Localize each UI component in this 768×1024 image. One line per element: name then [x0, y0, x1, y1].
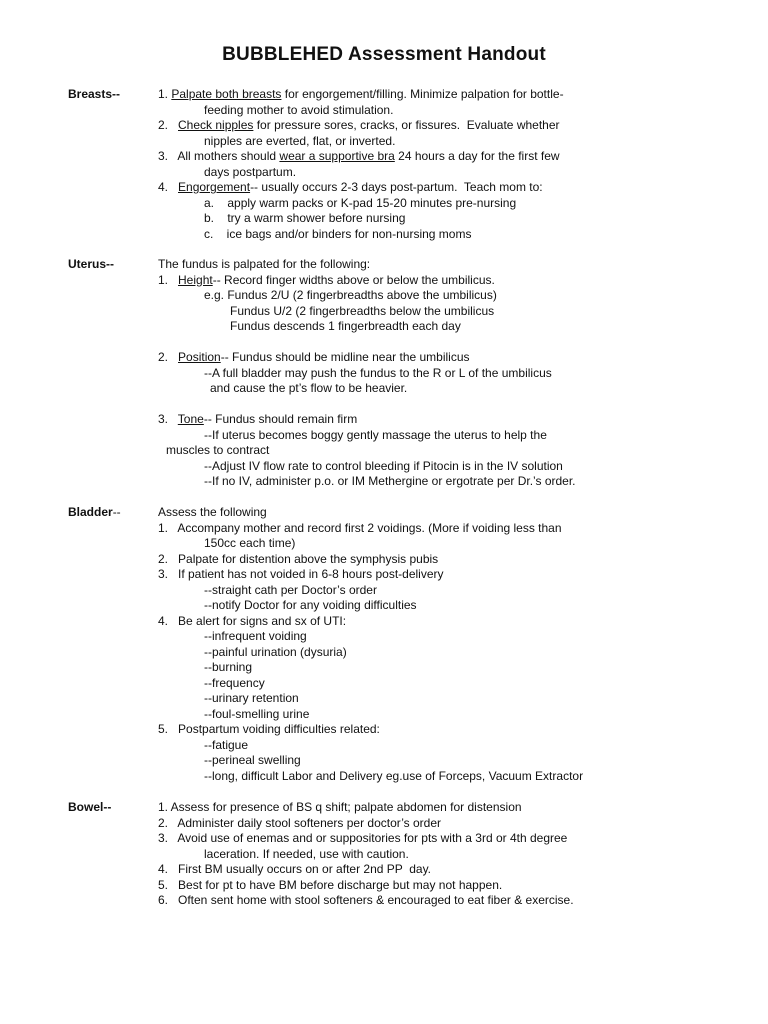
text-line — [158, 753, 748, 769]
text-line — [158, 149, 748, 165]
text-line — [158, 428, 748, 444]
text-line — [158, 304, 748, 320]
text-line — [158, 614, 748, 630]
section-label-name: Uterus — [68, 257, 107, 271]
line-text: 1. Assess for presence of BS q shift; palpate abdomen for distension — [158, 800, 522, 814]
underlined-term: Height — [178, 272, 213, 287]
line-text: 3. All mothers should — [158, 149, 280, 163]
line-text: --perineal swelling — [204, 753, 301, 767]
section-label-suffix: -- — [112, 87, 121, 101]
line-text: 4. — [158, 180, 179, 194]
line-text: a. apply warm packs or K-pad 15-20 minutes pre-nursing — [204, 195, 517, 210]
line-text: 24 hours a day for the first few — [394, 149, 560, 163]
text-line — [158, 180, 748, 196]
text-line — [158, 412, 748, 428]
text-line — [158, 211, 748, 227]
underlined-term: Palpate both breasts — [171, 87, 282, 101]
text-line — [158, 583, 748, 599]
text-line — [158, 893, 748, 909]
text-line — [158, 227, 748, 243]
blank-line — [158, 335, 748, 351]
text-line — [158, 722, 748, 738]
line-text: Fundus descends 1 fingerbreadth each day — [230, 319, 461, 333]
line-text: 1. Accompany mother and record first 2 voidings. (More if voiding less than — [158, 520, 562, 535]
text-line — [158, 273, 748, 289]
line-text: --foul-smelling urine — [204, 706, 310, 721]
section-label — [68, 257, 114, 273]
line-text: --long, difficult Labor and Delivery eg.use of Forceps, Vacuum Extractor — [204, 768, 584, 783]
underlined-term: Engorgement — [178, 180, 251, 194]
line-text: c. ice bags and/or binders for non-nursing moms — [204, 226, 472, 241]
text-line — [158, 521, 748, 537]
line-text: --If uterus becomes boggy gently massage the uterus to help the — [204, 427, 547, 442]
line-text: 2. Palpate for distention above the symphysis pubis — [158, 551, 439, 566]
text-line — [158, 769, 748, 785]
text-line — [158, 443, 748, 459]
line-text: for pressure sores, cracks, or fissures. Evaluate whether — [253, 118, 560, 132]
text-line — [158, 660, 748, 676]
section-body — [158, 505, 748, 784]
text-line — [158, 257, 748, 273]
text-line — [158, 800, 748, 816]
text-line — [158, 505, 748, 521]
section-label-name: Breasts — [68, 87, 113, 101]
text-line — [158, 629, 748, 645]
line-text: -- Fundus should be midline near the umbilicus — [220, 350, 470, 364]
line-text: --burning — [204, 660, 253, 674]
blank-line — [158, 397, 748, 413]
text-line — [158, 459, 748, 475]
line-text: 3. If patient has not voided in 6-8 hours post-delivery — [158, 567, 444, 581]
text-line — [158, 567, 748, 583]
underlined-term: Position — [178, 350, 221, 364]
line-text: 4. First BM usually occurs on or after 2nd PP day. — [158, 862, 432, 876]
line-text: and cause the pt’s flow to be heavier. — [210, 381, 408, 395]
text-line — [158, 350, 748, 366]
text-line — [158, 366, 748, 382]
line-text: -- Fundus should remain firm — [203, 412, 358, 426]
text-line — [158, 847, 748, 863]
underlined-term: Tone — [177, 412, 204, 426]
line-text: feeding mother to avoid stimulation. — [204, 102, 394, 117]
text-line — [158, 103, 748, 119]
line-text: days postpartum. — [204, 164, 297, 179]
line-text: 3. Avoid use of enemas and or suppositories for pts with a 3rd or 4th degree — [158, 831, 568, 845]
text-line — [158, 598, 748, 614]
text-line — [158, 831, 748, 847]
text-line — [158, 288, 748, 304]
line-text: -- usually occurs 2-3 days post-partum. Teach mom to: — [250, 180, 543, 194]
text-line — [158, 381, 748, 397]
line-text: 3. — [158, 412, 178, 426]
text-line — [158, 552, 748, 568]
section-label-name: Bowel — [68, 800, 104, 814]
text-line — [158, 676, 748, 692]
line-text: Assess the following — [158, 505, 267, 519]
line-text: b. try a warm shower before nursing — [204, 211, 406, 225]
text-line — [158, 118, 748, 134]
line-text: 150cc each time) — [204, 536, 296, 550]
line-text: --painful urination (dysuria) — [204, 644, 347, 659]
section-label-suffix: -- — [106, 257, 115, 271]
line-text: -- Record finger widths above or below the umbilicus. — [212, 272, 495, 287]
line-text: 2. — [158, 350, 179, 364]
line-text: --notify Doctor for any voiding difficulties — [204, 598, 417, 612]
text-line — [158, 134, 748, 150]
section-label-name: Bladder — [68, 505, 113, 519]
line-text: --A full bladder may push the fundus to the R or L of the umbilicus — [204, 365, 552, 380]
line-text: laceration. If needed, use with caution. — [204, 846, 409, 861]
text-line — [158, 738, 748, 754]
section-body — [158, 87, 748, 242]
line-text: The fundus is palpated for the following: — [158, 257, 371, 271]
section-label-suffix: -- — [112, 505, 121, 519]
text-line — [158, 196, 748, 212]
line-text: 5. Best for pt to have BM before discharge but may not happen. — [158, 877, 503, 892]
line-text: 6. Often sent home with stool softeners & encouraged to eat fiber & exercise. — [158, 893, 574, 907]
text-line — [158, 87, 748, 103]
page-title: BUBBLEHED Assessment Handout — [222, 44, 546, 65]
text-line — [158, 536, 748, 552]
section-label-suffix: -- — [103, 800, 112, 814]
line-text: --infrequent voiding — [204, 629, 307, 643]
line-text: 1. — [158, 272, 179, 287]
text-line — [158, 474, 748, 490]
line-text: 1. — [158, 87, 172, 101]
text-line — [158, 645, 748, 661]
line-text: e.g. Fundus 2/U (2 fingerbreadths above the umbilicus) — [204, 288, 497, 302]
line-text: --urinary retention — [204, 691, 299, 705]
text-line — [158, 816, 748, 832]
text-line — [158, 165, 748, 181]
text-line — [158, 319, 748, 335]
line-text: --If no IV, administer p.o. or IM Methergine or ergotrate per Dr.’s order. — [204, 474, 576, 488]
text-line — [158, 878, 748, 894]
line-text: --Adjust IV flow rate to control bleeding if Pitocin is in the IV solution — [204, 458, 563, 473]
line-text: --straight cath per Doctor’s order — [204, 582, 377, 597]
text-line — [158, 862, 748, 878]
section-body — [158, 257, 748, 490]
line-text: 4. Be alert for signs and sx of UTI: — [158, 613, 347, 628]
line-text: muscles to contract — [166, 443, 270, 457]
section-label — [68, 505, 121, 521]
section-label — [68, 800, 111, 816]
line-text: --frequency — [204, 675, 265, 690]
text-line — [158, 691, 748, 707]
underlined-term: wear a supportive bra — [279, 149, 395, 163]
line-text: 2. Administer daily stool softeners per doctor’s order — [158, 815, 442, 830]
underlined-term: Check nipples — [178, 118, 254, 132]
section-label — [68, 87, 120, 103]
line-text: --fatigue — [204, 737, 249, 752]
line-text: for engorgement/filling. Minimize palpation for bottle- — [281, 87, 564, 101]
text-line — [158, 707, 748, 723]
line-text: Fundus U/2 (2 fingerbreadths below the umbilicus — [230, 303, 495, 318]
line-text: 5. Postpartum voiding difficulties related: — [158, 722, 380, 736]
line-text: 2. — [158, 118, 179, 132]
line-text: nipples are everted, flat, or inverted. — [204, 133, 396, 148]
section-body — [158, 800, 748, 909]
